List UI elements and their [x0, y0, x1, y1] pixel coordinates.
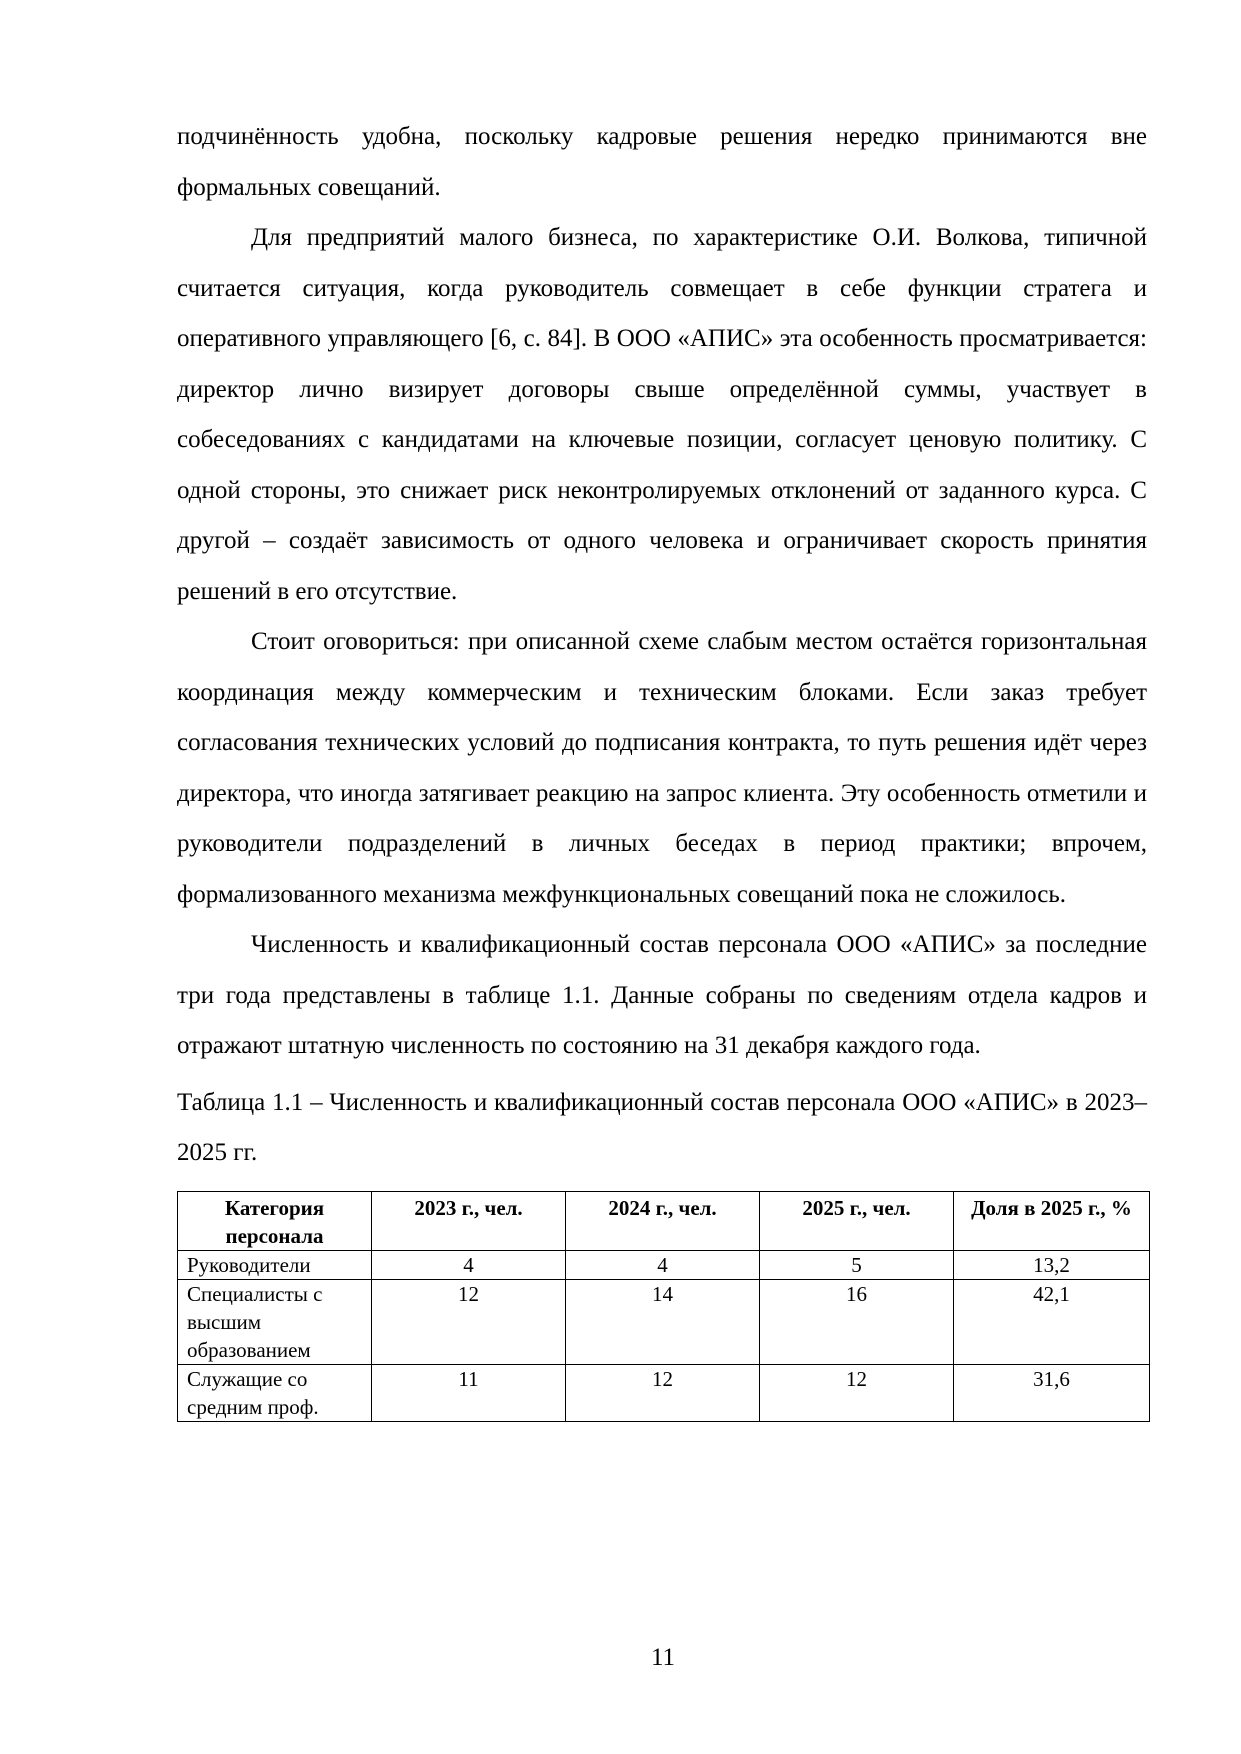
- cell-2023: 11: [372, 1364, 566, 1421]
- cell-share: 31,6: [954, 1364, 1150, 1421]
- header-2025: 2025 г., чел.: [760, 1191, 954, 1250]
- paragraph-staff-intro: Численность и квалификационный состав персонала ООО «АПИС» за последние три года представлены в таблице 1.1. Данные собраны по сведениям отдела кадров и отражают штатную численность по состоянию на 31 декабря каждого года.: [177, 931, 1147, 1059]
- document-page: [177, 112, 1147, 1422]
- cell-2025: 12: [760, 1364, 954, 1421]
- table-header-row: [178, 1191, 1150, 1250]
- table-row: [178, 1250, 1150, 1279]
- cell-2024: 4: [566, 1250, 760, 1279]
- cell-share: 42,1: [954, 1279, 1150, 1364]
- paragraph-continuation: подчинённость удобна, поскольку кадровые решения нередко принимаются вне формальных совещаний.: [177, 123, 1147, 201]
- cell-2025: 16: [760, 1279, 954, 1364]
- header-2024: 2024 г., чел.: [566, 1191, 760, 1250]
- staff-table: [177, 1191, 1150, 1422]
- cell-2023: 4: [372, 1250, 566, 1279]
- cell-2025: 5: [760, 1250, 954, 1279]
- cell-2024: 12: [566, 1364, 760, 1421]
- table-caption: Таблица 1.1 – Численность и квалификационный состав персонала ООО «АПИС» в 2023–2025 гг.: [177, 1088, 1147, 1166]
- cell-2024: 14: [566, 1279, 760, 1364]
- page-number: 11: [650, 1644, 676, 1671]
- cell-category: Руководители: [178, 1250, 372, 1279]
- cell-2023: 12: [372, 1279, 566, 1364]
- paragraph-small-business: Для предприятий малого бизнеса, по характеристике О.И. Волкова, типичной считается ситуация, когда руководитель совмещает в себе функции стратега и оперативного управляющего [6, с. 84]. В ООО «АПИС» эта особенность просматривается: директор лично визирует договоры свыше определённой суммы, участвует в собеседованиях с кандидатами на ключевые позиции, согласует ценовую политику. С одной стороны, это снижает риск неконтролируемых отклонений от заданного курса. С другой – создаёт зависимость от одного человека и ограничивает скорость принятия решений в его отсутствие.: [177, 224, 1147, 605]
- cell-share: 13,2: [954, 1250, 1150, 1279]
- header-category: Категория персонала: [178, 1191, 372, 1250]
- table-row: [178, 1279, 1150, 1364]
- header-2023: 2023 г., чел.: [372, 1191, 566, 1250]
- cell-category: Специалисты с высшим образованием: [178, 1279, 372, 1364]
- table-row: [178, 1364, 1150, 1421]
- paragraph-coordination: Стоит оговориться: при описанной схеме слабым местом остаётся горизонтальная координация между коммерческим и техническим блоками. Если заказ требует согласования технических условий до подписания контракта, то путь решения идёт через директора, что иногда затягивает реакцию на запрос клиента. Эту особенность отметили и руководители подразделений в личных беседах в период практики; впрочем, формализованного механизма межфункциональных совещаний пока не сложилось.: [177, 628, 1147, 908]
- cell-category: Служащие со средним проф.: [178, 1364, 372, 1421]
- header-share-2025: Доля в 2025 г., %: [954, 1191, 1150, 1250]
